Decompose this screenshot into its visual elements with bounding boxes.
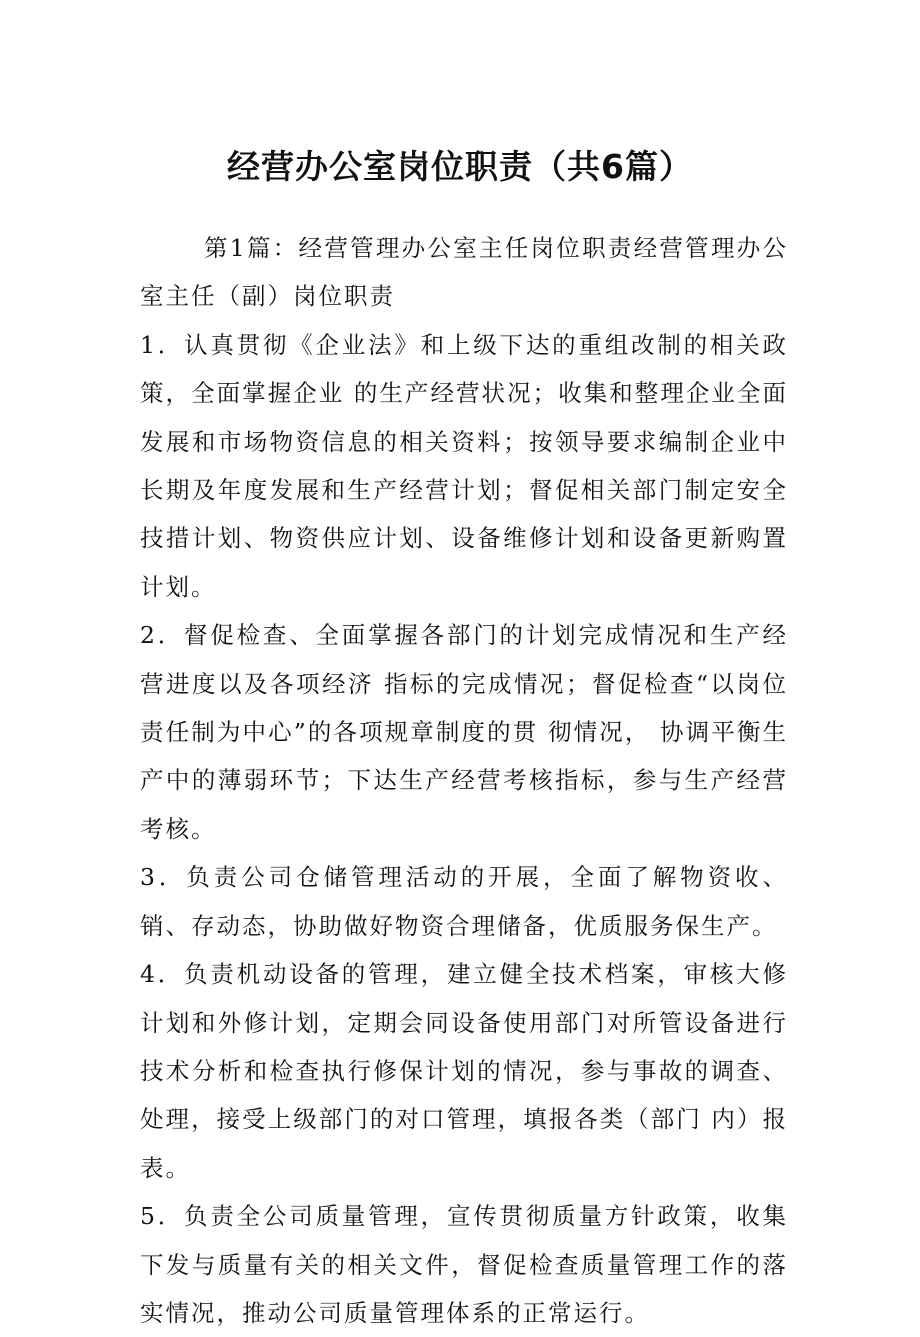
document-title: 经营办公室岗位职责（共6篇） [227, 147, 693, 186]
duty-item-3: 3．负责公司仓储管理活动的开展，全面了解物资收、销、存动态，协助做好物资合理储备，优质服务保生产。 [140, 863, 788, 940]
duty-item-2: 2．督促检查、全面掌握各部门的计划完成情况和生产经营进度以及各项经济 指标的完成情况；督促检查“以岗位责任制为中心”的各项规章制度的贯 彻情况， 协调平衡生产中的薄弱环节；下达生产经营考核指标，参与生产经营考核。 [140, 621, 788, 843]
intro-paragraph: 第1篇：经营管理办公室主任岗位职责经营管理办公室主任（副）岗位职责 [140, 234, 788, 311]
duty-item-5: 5．负责全公司质量管理，宣传贯彻质量方针政策，收集下发与质量有关的相关文件，督促检查质量管理工作的落实情况，推动公司质量管理体系的正常运行。 [140, 1202, 788, 1327]
duty-item-4: 4．负责机动设备的管理，建立健全技术档案，审核大修计划和外修计划，定期会同设备使用部门对所管设备进行技术分析和检查执行修保计划的情况，参与事故的调查、处理，接受上级部门的对口管理，填报各类（部门 内）报表。 [140, 960, 788, 1182]
document-body [140, 224, 788, 1337]
duty-item-1: 1．认真贯彻《企业法》和上级下达的重组改制的相关政策，全面掌握企业 的生产经营状况；收集和整理企业全面发展和市场物资信息的相关资料；按领导要求编制企业中长期及年度发展和生产经营计划；督促相关部门制定安全技措计划、物资供应计划、设备维修计划和设备更新购置计划。 [140, 330, 788, 601]
